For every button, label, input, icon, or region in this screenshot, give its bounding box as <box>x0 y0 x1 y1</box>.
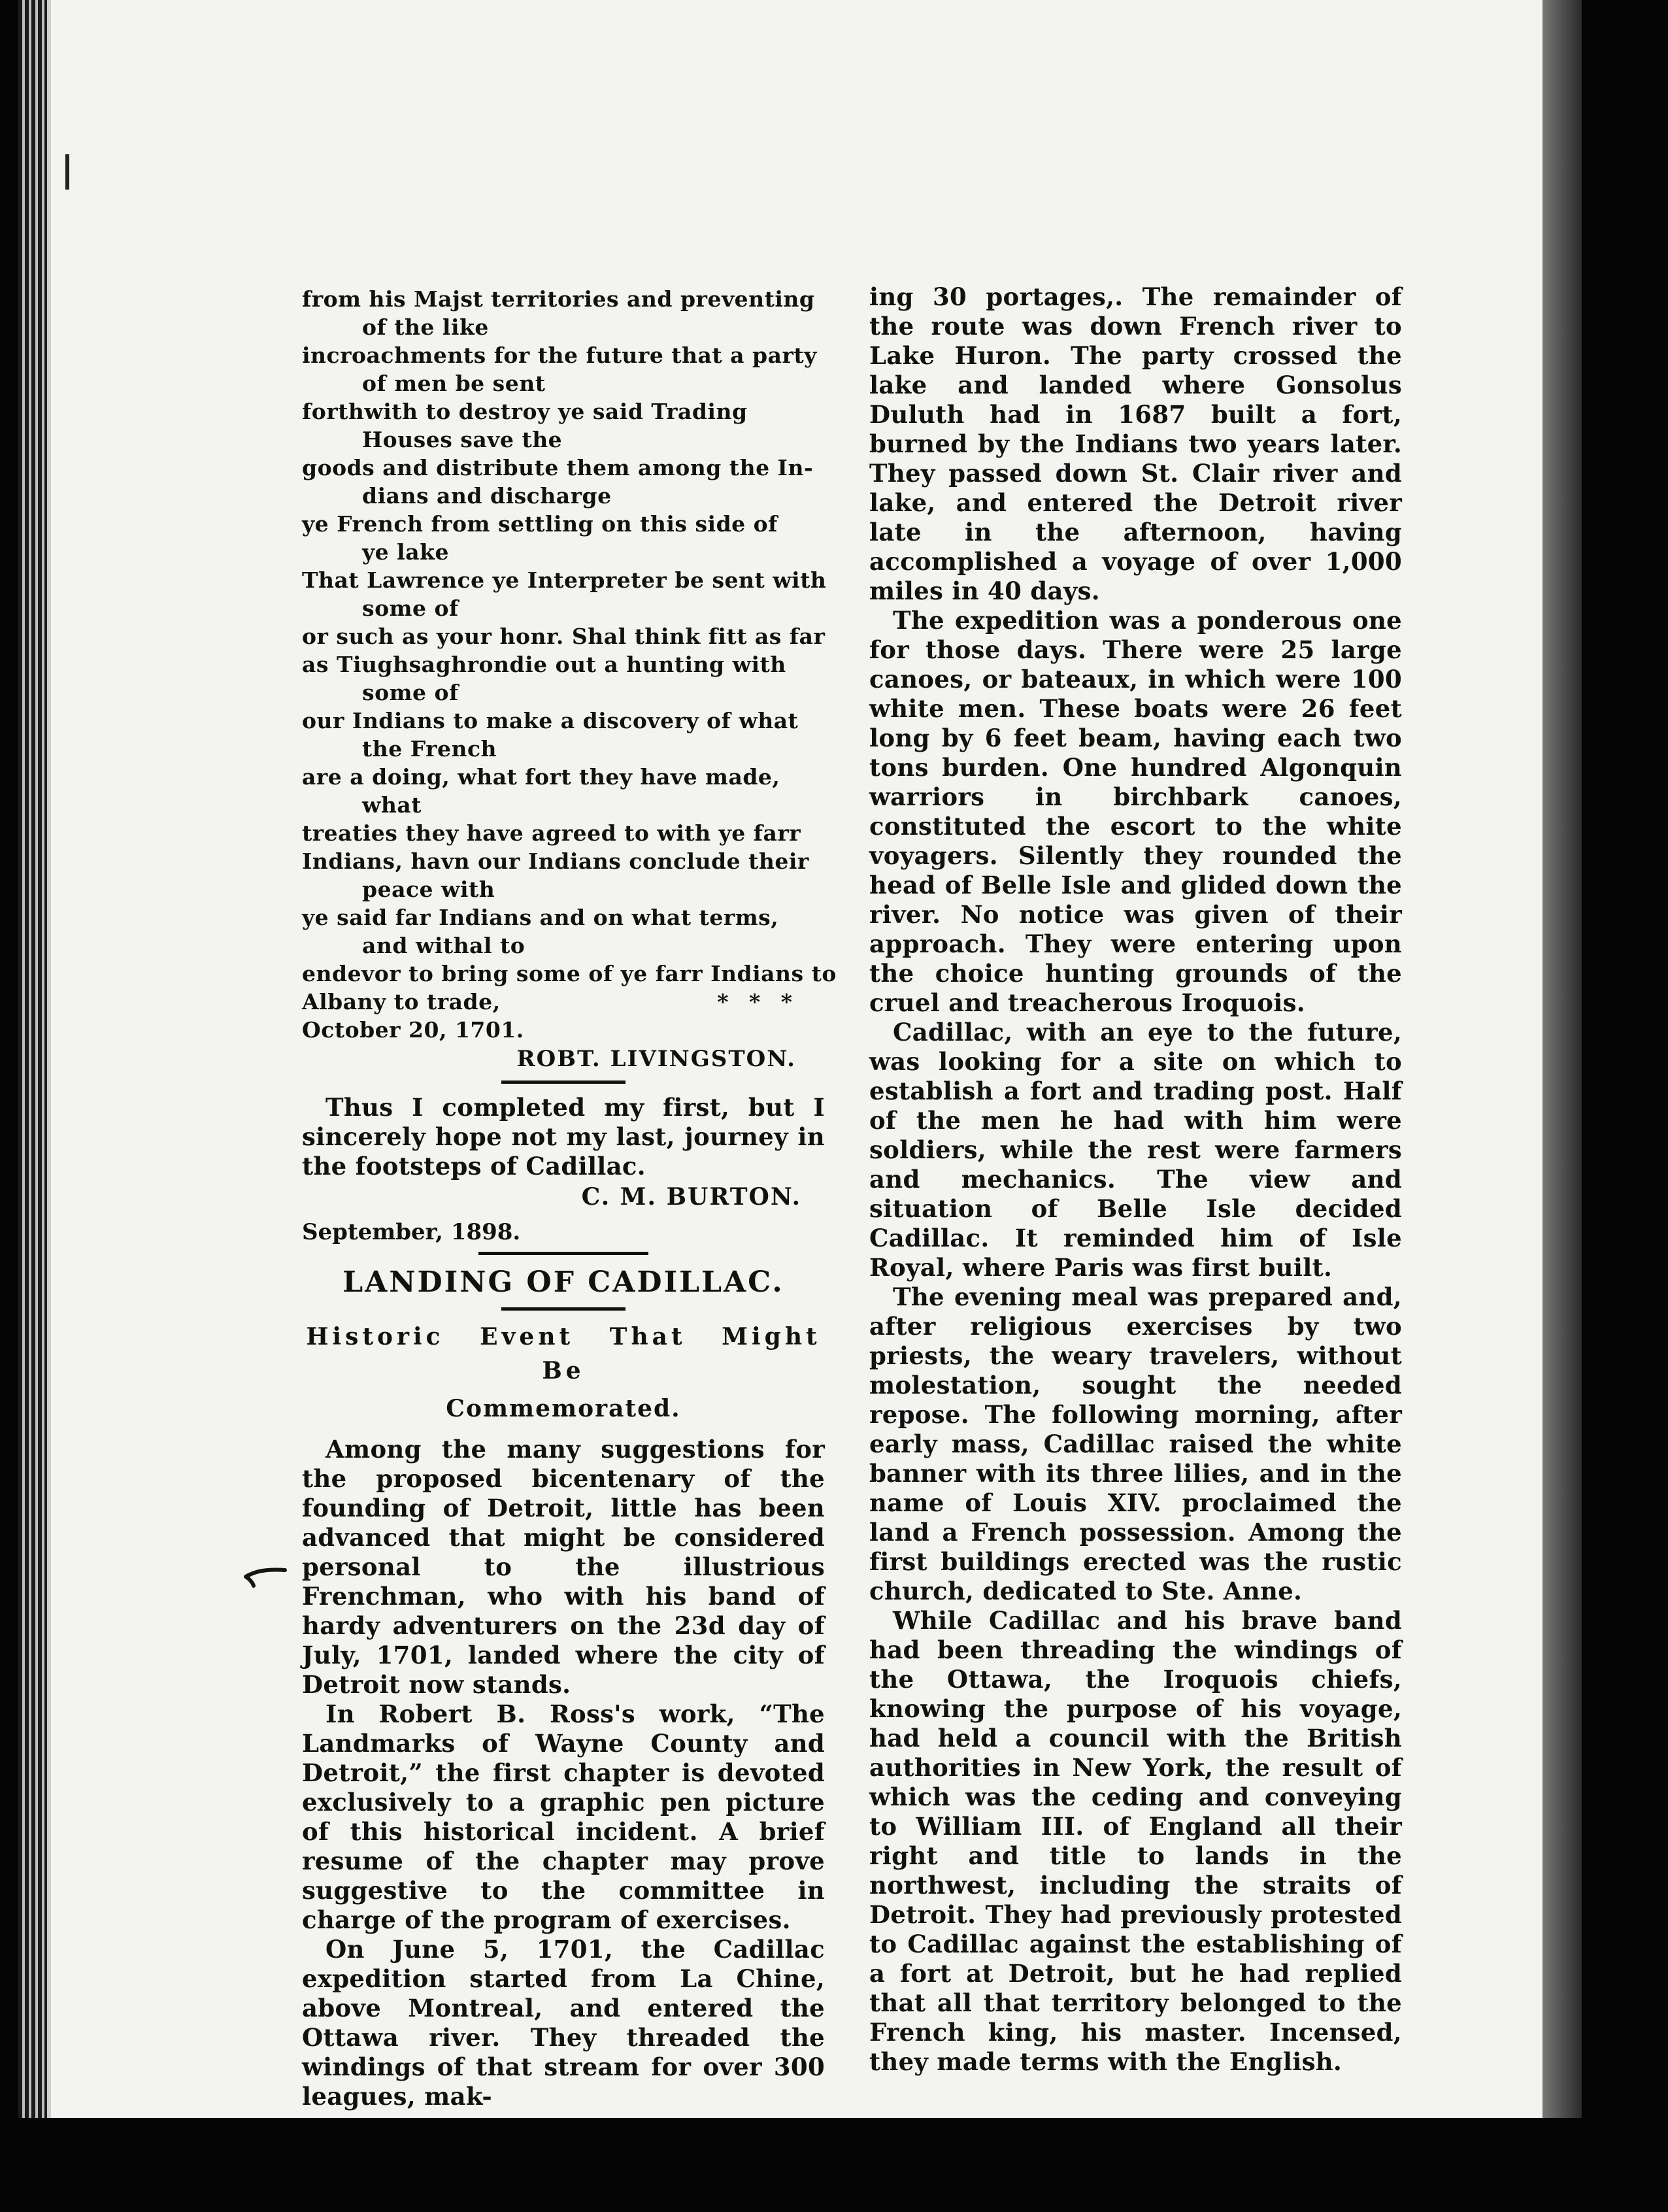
article-body-right <box>869 282 1402 2077</box>
letter-date: October 20, 1701. <box>302 1017 524 1043</box>
article-paragraph: ing 30 portages,. The remainder of the route was down French river to Lake Huron. The party crossed the lake and landed where Gonsolus Duluth had in 1687 built a fort, burned by the Indians two years later. They passed down St. Clair river and lake, and entered the Detroit river late in the afternoon, having accomplished a voyage of over 1,000 miles in 40 days. <box>869 282 1402 605</box>
letter-line: some of <box>362 680 459 705</box>
ellipsis-stars: * * * <box>717 989 799 1014</box>
article-body-left <box>302 1435 825 2111</box>
letter-line: dians and discharge <box>362 483 612 509</box>
closing-date: September, 1898. <box>302 1219 521 1245</box>
binding-shadow <box>1543 0 1582 2118</box>
divider-rule <box>501 1307 626 1311</box>
letter-line: treaties they have agreed to with ye farr <box>302 820 801 846</box>
letter-line: our Indians to make a discovery of what <box>302 708 799 733</box>
letter-line: goods and distribute them among the In- <box>302 455 814 480</box>
margin-mark <box>65 154 69 190</box>
letter-line: are a doing, what fort they have made, <box>302 764 780 790</box>
letter-line: from his Majst territories and preventing <box>302 286 815 312</box>
letter-line: ye French from settling on this side of <box>302 511 778 537</box>
article-paragraph: The evening meal was prepared and, after religious exercises by two priests, the weary travelers, without molestation, sought the needed repose. The following morning, after early mass, Cadillac raised the white banner with its three lilies, and in the name of Louis XIV. proclaimed the land a French possession. Among the first buildings erected was the rustic church, dedicated to Ste. Anne. <box>869 1282 1402 1605</box>
article-paragraph: Among the many suggestions for the proposed bicentenary of the founding of Detroit, little has been advanced that might be considered personal to the illustrious Frenchman, who with his band of hardy adventurers on the 23d day of July, 1701, landed where the city of Detroit now stands. <box>302 1435 825 1699</box>
closing-paragraph: Thus I completed my first, but I sincerely hope not my last, journey in the footsteps of Cadillac. <box>302 1093 825 1181</box>
article-paragraph: In Robert B. Ross's work, “The Landmarks of Wayne County and Detroit,” the first chapter is devoted exclusively to a graphic pen picture of this historical incident. A brief resume of the chapter may prove suggestive to the committee in charge of the program of exercises. <box>302 1700 825 1934</box>
letter-line: some of <box>362 595 459 621</box>
article-headline: LANDING OF CADILLAC. <box>342 1265 784 1299</box>
letter-line: ye said far Indians and on what terms, <box>302 905 779 930</box>
divider-rule <box>501 1081 626 1084</box>
letter-line: endevor to bring some of ye farr Indians to <box>302 961 837 986</box>
letter-line: Houses save the <box>362 427 563 452</box>
scan-border <box>0 2118 1668 2212</box>
albany-line: Albany to trade, <box>302 989 501 1014</box>
article-subhead: Historic Event That Might Be <box>306 1323 821 1384</box>
article-paragraph: Cadillac, with an eye to the future, was looking for a site on which to establish a fort and trading post. Half of the men he had with him were soldiers, while the rest were farmers and mechanics. The view and situation of Belle Isle decided Cadillac. It reminded him of Isle Royal, where Paris was first built. <box>869 1018 1402 1282</box>
right-column <box>869 282 1402 2077</box>
letter-excerpt <box>302 285 837 988</box>
letter-line: peace with <box>362 877 495 902</box>
albany-line-row <box>302 988 825 1016</box>
handwritten-arrow-mark <box>243 1562 289 1588</box>
letter-line: and withal to <box>362 933 525 958</box>
letter-line: Indians, havn our Indians conclude their <box>302 848 809 874</box>
letter-line: forthwith to destroy ye said Trading <box>302 399 748 424</box>
letter-line: as Tiughsaghrondie out a hunting with <box>302 652 786 677</box>
closing-author: C. M. BURTON. <box>581 1183 801 1211</box>
article-paragraph: On June 5, 1701, the Cadillac expedition started from La Chine, above Montreal, and entered the Ottawa river. They threaded the windings of that stream for over 300 leagues, mak- <box>302 1935 825 2111</box>
divider-rule <box>478 1252 648 1255</box>
letter-line: of the like <box>362 314 489 340</box>
letter-signature: ROBT. LIVINGSTON. <box>516 1046 796 1072</box>
letter-line: what <box>362 792 422 818</box>
letter-line: That Lawrence ye Interpreter be sent with <box>302 567 827 593</box>
left-column <box>302 285 837 2111</box>
article-paragraph: The expedition was a ponderous one for those days. There were 25 large canoes, or bateaux, in which were 100 white men. These boats were 26 feet long by 6 feet beam, having each two tons burden. One hundred Algonquin warriors in birchbark canoes, constituted the escort to the white voyagers. Silently they rounded the head of Belle Isle and glided down the river. No notice was given of their approach. They were entering upon the choice hunting grounds of the cruel and treacherous Iroquois. <box>869 606 1402 1017</box>
letter-line: ye lake <box>362 539 449 565</box>
article-subhead: Commemorated. <box>446 1395 681 1422</box>
letter-line: the French <box>362 736 497 762</box>
letter-line: or such as your honr. Shal think fitt as far <box>302 624 826 649</box>
page-edge <box>18 0 47 2118</box>
letter-line: incroachments for the future that a party <box>302 343 817 368</box>
letter-line: of men be sent <box>362 371 546 396</box>
article-paragraph: While Cadillac and his brave band had been threading the windings of the Ottawa, the Iroquois chiefs, knowing the purpose of his voyage, had held a council with the British authorities in New York, the result of which was the ceding and conveying to William III. of England all their right and title to lands in the northwest, including the straits of Detroit. They had previously protested to Cadillac against the establishing of a fort at Detroit, but he had replied that all that territory belonged to the French king, his master. Incensed, they made terms with the English. <box>869 1606 1402 2076</box>
